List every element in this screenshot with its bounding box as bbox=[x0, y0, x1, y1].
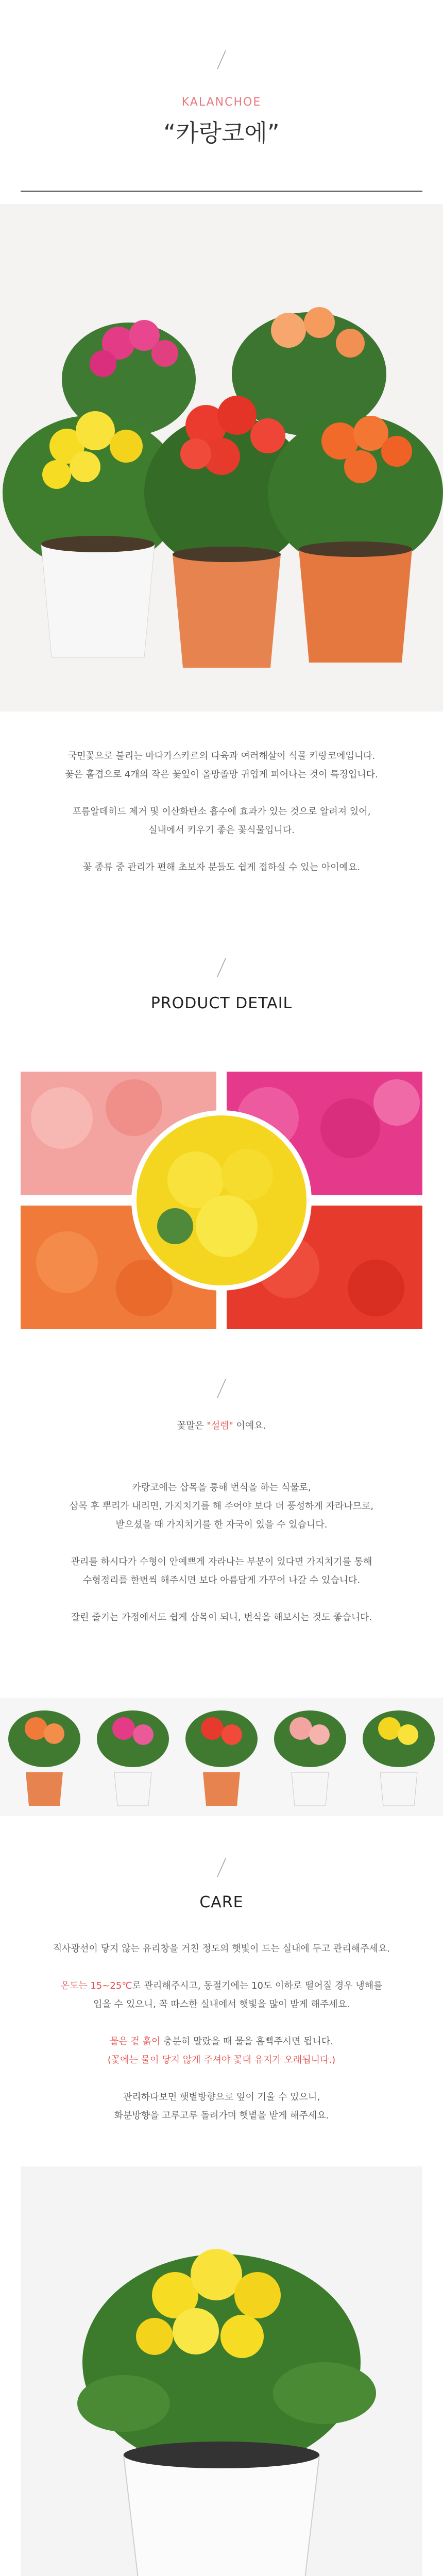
slash-decoration bbox=[0, 1378, 443, 1399]
intro-line: 꽃 종류 중 관리가 편해 초보자 분들도 쉽게 접하실 수 있는 아이예요. bbox=[82, 862, 361, 873]
flower-collage-photo bbox=[21, 1072, 422, 1329]
intro-line: 실내에서 키우기 좋은 꽃식물입니다. bbox=[148, 825, 295, 836]
flower-meaning: 꽃말은 "설렘" 이예요. bbox=[177, 1420, 266, 1431]
water-highlight: 물은 겉 흙이 bbox=[109, 2036, 161, 2047]
intro-line: 국민꽃으로 불리는 마다가스카르의 다육과 여러해살이 식물 카랑코에입니다. bbox=[67, 751, 376, 761]
product-title: “카랑코에” bbox=[163, 119, 280, 147]
product-detail-heading: PRODUCT DETAIL bbox=[150, 994, 293, 1012]
care-text: 직사광선이 닿지 않는 유리창을 거친 정도의 햇빛이 드는 실내에 두고 관리해주세요. 온도는 15~25℃로 관리해주시고, 동절기에는 10도 이하로 떨어질 경우 냉해를 입을 수 있으니, 꼭 따스한 실내에서 햇빛을 많이 받게 해주세요. 물은 겉 흙이 충분히 말랐을 때 물을 흠뻑주시면 됩니다. (꽃에는 물이 닿지 않게 주셔야 꽃대 유지가 오래됩니다.) 관리하다보면 햇볕방향으로 잎이 기울 수 있으니, 화분방향을 고루고루 돌려가며 햇볕을 받게 해주세요. bbox=[53, 1943, 390, 2121]
main-product-photo bbox=[0, 204, 443, 711]
header-divider bbox=[21, 191, 422, 192]
product-subtitle: KALANCHOE bbox=[181, 96, 262, 109]
flower-meaning-word: "설렘" bbox=[207, 1420, 233, 1431]
five-color-plants-photo bbox=[0, 1698, 443, 1816]
intro-line: 포름알데히드 제거 및 이산화탄소 흡수에 효과가 있는 것으로 알려져 있어, bbox=[72, 806, 371, 817]
slash-decoration bbox=[0, 957, 443, 978]
slash-decoration bbox=[0, 1857, 443, 1878]
intro-line: 꽃은 홑겹으로 4개의 작은 꽃잎이 올망졸망 귀엽게 피어나는 것이 특징입니다. bbox=[65, 769, 378, 780]
yellow-plant-photo bbox=[21, 2166, 422, 2576]
propagation-text: 카랑코에는 삽목을 통해 번식을 하는 식물로, 삽목 후 뿌리가 내리면, 가지치기를 해 주어야 보다 더 풍성하게 자라나므로, 받으셨을 때 가지치기를 한 자국이 있을 수 있습니다. 관리를 하시다가 수형이 안예쁘게 자라나는 부분이 있다면 가지치기를 통해 수형정리를 한번씩 해주시면 보다 아름답게 가꾸어 나갈 수 있습니다. 잘린 줄기는 가정에서도 쉽게 삽목이 되니, 번식을 해보시는 것도 좋습니다. bbox=[69, 1482, 374, 1623]
care-heading: CARE bbox=[199, 1893, 244, 1911]
intro-text bbox=[0, 747, 443, 877]
temperature-highlight: 온도는 15~25℃ bbox=[60, 1980, 132, 1991]
slash-decoration bbox=[0, 49, 443, 70]
